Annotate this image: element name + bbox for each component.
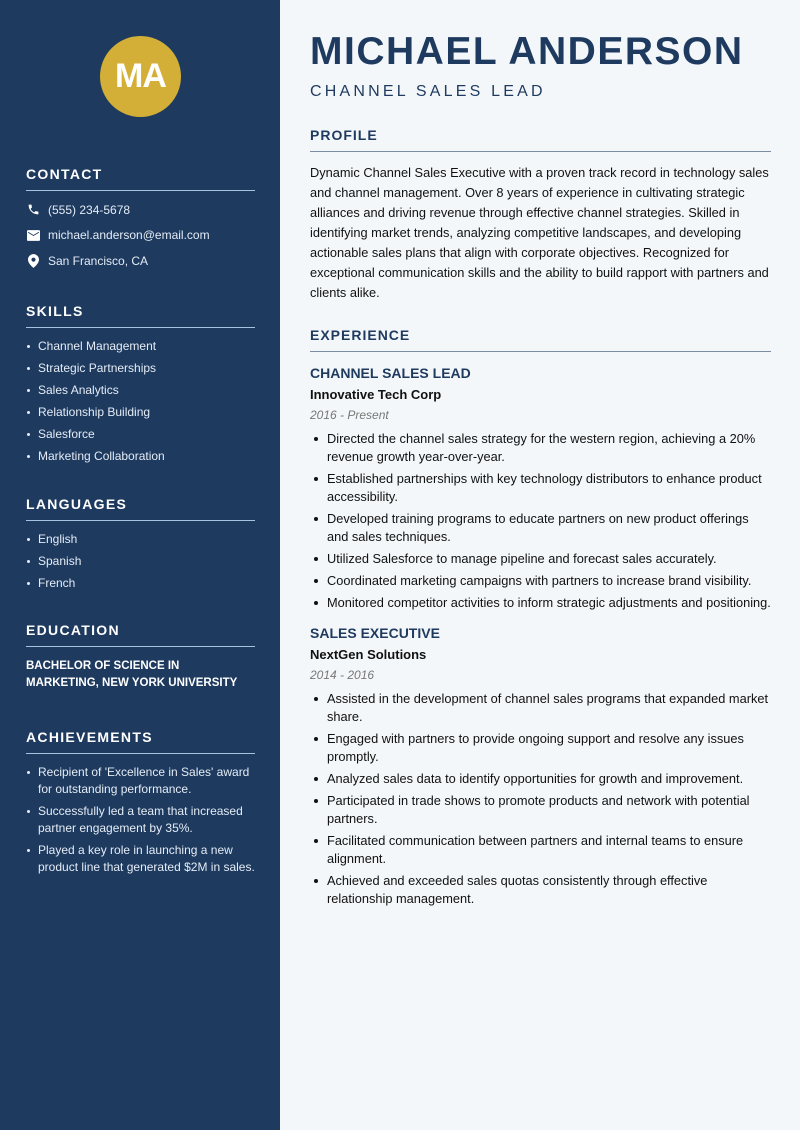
avatar — [100, 36, 181, 117]
experience-heading: EXPERIENCE — [310, 327, 771, 352]
languages-heading: LANGUAGES — [26, 496, 255, 521]
contact-phone-text: (555) 234-5678 — [48, 202, 131, 217]
contact-email[interactable] — [26, 223, 255, 249]
profile-text: Dynamic Channel Sales Executive with a proven track record in technology sales and channel management. Over 8 years of experience in cultivating strategic alliances and driving revenue through effective channel strategies. Skilled in identifying market trends, analyzing competitive landscapes, and developing actionable sales plans that align with corporate objectives. Recognized for exceptional communication skills and the ability to build rapport with partners and clients alike. — [310, 165, 769, 300]
achievement-item: Successfully led a team that increased partner engagement by 35%. — [26, 803, 255, 837]
contact-email-text: michael.anderson@email.com — [48, 228, 210, 243]
job-bullet: Achieved and exceeded sales quotas consistently through effective relationship management. — [310, 872, 771, 908]
education-section — [26, 622, 255, 692]
job-entry — [310, 625, 771, 908]
language-item: Spanish — [26, 553, 255, 570]
skill-item: Sales Analytics — [26, 382, 255, 399]
experience-section — [310, 327, 771, 912]
skills-heading: SKILLS — [26, 303, 255, 328]
contact-heading: CONTACT — [26, 166, 255, 191]
achievements-section — [26, 729, 255, 881]
job-bullet: Analyzed sales data to identify opportunities for growth and improvement. — [310, 770, 771, 788]
skill-item: Salesforce — [26, 426, 255, 443]
job-bullet: Assisted in the development of channel sales programs that expanded market share. — [310, 690, 771, 726]
job-bullet: Monitored competitor activities to inform strategic adjustments and positioning. — [310, 594, 771, 612]
job-bullet: Participated in trade shows to promote products and network with potential partners. — [310, 792, 771, 828]
languages-list — [26, 531, 255, 592]
email-icon — [26, 228, 40, 242]
location-icon — [26, 254, 40, 268]
job-dates: 2016 - Present — [310, 408, 389, 422]
skill-item: Marketing Collaboration — [26, 448, 255, 465]
candidate-title: CHANNEL SALES LEAD — [310, 83, 546, 100]
sidebar — [0, 0, 280, 1130]
job-bullet: Facilitated communication between partners and internal teams to ensure alignment. — [310, 832, 771, 868]
job-bullet: Developed training programs to educate partners on new product offerings and sales techniques. — [310, 510, 771, 546]
contact-location-text: San Francisco, CA — [48, 253, 149, 268]
job-bullets — [310, 430, 771, 612]
languages-section — [26, 496, 255, 597]
contact-location — [26, 248, 255, 274]
skills-section — [26, 303, 255, 470]
job-dates: 2014 - 2016 — [310, 668, 375, 682]
achievements-heading: ACHIEVEMENTS — [26, 729, 255, 754]
achievement-item: Recipient of 'Excellence in Sales' award for outstanding performance. — [26, 764, 255, 798]
achievements-list — [26, 764, 255, 876]
job-title: CHANNEL SALES LEAD — [310, 365, 471, 381]
candidate-name: MICHAEL ANDERSON — [310, 30, 744, 73]
skill-item: Strategic Partnerships — [26, 360, 255, 377]
job-bullet: Engaged with partners to provide ongoing support and resolve any issues promptly. — [310, 730, 771, 766]
profile-section — [310, 127, 771, 303]
avatar-initials: MA — [115, 57, 166, 95]
education-heading: EDUCATION — [26, 622, 255, 647]
job-bullet: Established partnerships with key technology distributors to enhance product accessibility. — [310, 470, 771, 506]
contact-section — [26, 166, 255, 274]
skills-list — [26, 338, 255, 465]
phone-icon — [26, 203, 40, 217]
job-bullet: Directed the channel sales strategy for the western region, achieving a 20% revenue growth year-over-year. — [310, 430, 771, 466]
job-bullet: Utilized Salesforce to manage pipeline and forecast sales accurately. — [310, 550, 771, 568]
job-entry — [310, 365, 771, 612]
skill-item: Relationship Building — [26, 404, 255, 421]
skill-item: Channel Management — [26, 338, 255, 355]
achievement-item: Played a key role in launching a new product line that generated $2M in sales. — [26, 842, 255, 876]
language-item: French — [26, 575, 255, 592]
profile-heading: PROFILE — [310, 127, 771, 152]
job-company: NextGen Solutions — [310, 647, 427, 662]
language-item: English — [26, 531, 255, 548]
education-degree: BACHELOR OF SCIENCE IN MARKETING, NEW YORK UNIVERSITY — [26, 660, 238, 689]
job-bullets — [310, 690, 771, 908]
job-title: SALES EXECUTIVE — [310, 625, 440, 641]
contact-phone[interactable] — [26, 197, 255, 223]
job-bullet: Coordinated marketing campaigns with partners to increase brand visibility. — [310, 572, 771, 590]
job-company: Innovative Tech Corp — [310, 387, 442, 402]
